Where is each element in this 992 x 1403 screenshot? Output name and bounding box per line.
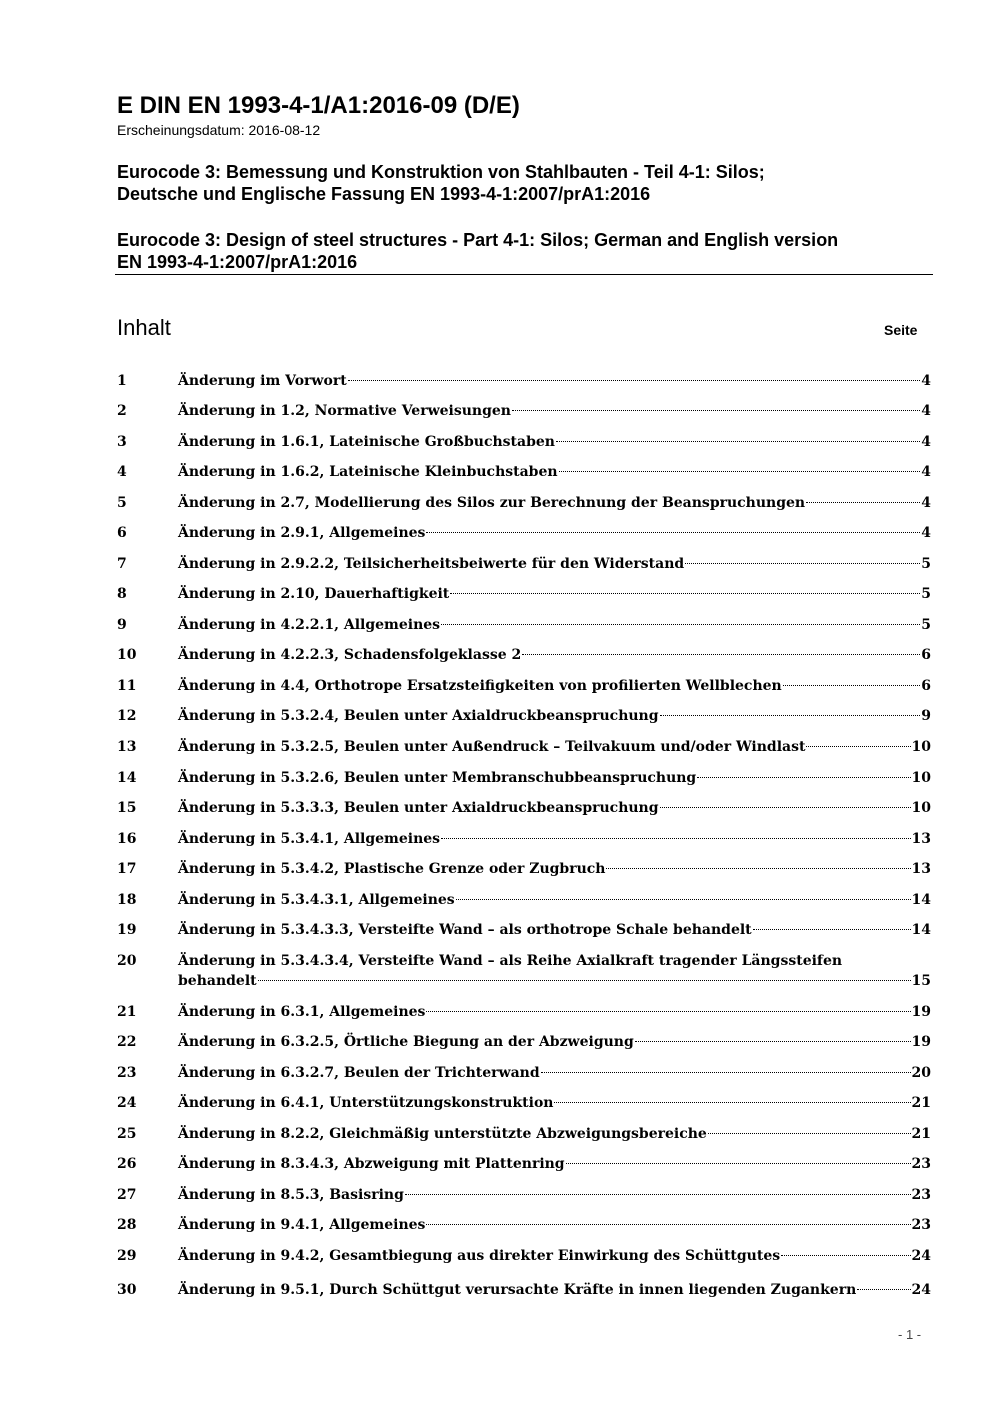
toc-entry-page: 4: [921, 434, 931, 450]
toc-entry[interactable]: [117, 950, 931, 992]
toc-entry[interactable]: [117, 736, 931, 758]
toc-entry-page: 10: [911, 770, 931, 786]
toc-entry-page: 15: [911, 973, 931, 989]
toc-entry-title: Änderung in 9.5.1, Durch Schüttgut verursachte Kräfte in innen liegenden Zugankern: [178, 1282, 857, 1298]
toc-entry-title: Änderung in 6.4.1, Unterstützungskonstruktion: [178, 1095, 554, 1111]
toc-entry[interactable]: [117, 1245, 931, 1267]
dot-leader: [426, 1224, 910, 1225]
dot-leader: [753, 929, 911, 930]
toc-entry-number: 2: [117, 403, 127, 419]
toc-entry-page: 5: [921, 556, 931, 572]
toc-entry-number: 30: [117, 1282, 137, 1298]
toc-entry-page: 13: [911, 831, 931, 847]
toc-entry-number: 17: [117, 861, 137, 877]
dot-leader: [441, 624, 920, 625]
toc-entry-page: 23: [911, 1156, 931, 1172]
toc-entry-page: 14: [911, 892, 931, 908]
toc-entry-page: 4: [921, 464, 931, 480]
toc-entry-number: 15: [117, 800, 137, 816]
toc-entry-number: 29: [117, 1248, 137, 1264]
toc-entry[interactable]: [117, 1001, 931, 1023]
toc-entry[interactable]: [117, 919, 931, 941]
dot-leader: [806, 502, 920, 503]
dot-leader: [781, 1255, 910, 1256]
toc-entry-number: 14: [117, 770, 137, 786]
title-english-line-2: EN 1993-4-1:2007/prA1:2016: [117, 252, 358, 272]
toc-entry-title: Änderung in 1.2, Normative Verweisungen: [178, 403, 511, 419]
toc-entry-title: Änderung in 5.3.2.6, Beulen unter Membranschubbeanspruchung: [178, 770, 697, 786]
toc-entry-title: Änderung in 2.7, Modellierung des Silos zur Berechnung der Beanspruchungen: [178, 495, 806, 511]
toc-entry-number: 16: [117, 831, 137, 847]
toc-entry[interactable]: [117, 705, 931, 727]
dot-leader: [635, 1041, 911, 1042]
toc-entry[interactable]: [117, 1153, 931, 1175]
toc-entry[interactable]: [117, 492, 931, 514]
toc-entry-page: 24: [911, 1282, 931, 1298]
toc-entry-number: 9: [117, 617, 127, 633]
dot-leader: [606, 868, 910, 869]
toc-entry-number: 19: [117, 922, 137, 938]
toc-entry-page: 14: [911, 922, 931, 938]
toc-entry-number: 23: [117, 1065, 137, 1081]
dot-leader: [522, 654, 920, 655]
toc-entry-title: Änderung in 6.3.2.7, Beulen der Trichterwand: [178, 1065, 540, 1081]
dot-leader: [556, 441, 920, 442]
toc-entry-title: Änderung in 1.6.2, Lateinische Kleinbuchstaben: [178, 464, 558, 480]
toc-entry-page: 20: [911, 1065, 931, 1081]
title-english-line-1: Eurocode 3: Design of steel structures - Part 4-1: Silos; German and English version: [117, 230, 839, 250]
toc-entry-title: Änderung in 4.4, Orthotrope Ersatzsteifigkeiten von profilierten Wellblechen: [178, 678, 782, 694]
toc-entry-title: Änderung in 8.5.3, Basisring: [178, 1187, 404, 1203]
toc-entry-page: 4: [921, 525, 931, 541]
toc-heading: Inhalt: [117, 315, 171, 340]
toc-entry-page: 21: [911, 1126, 931, 1142]
toc-entry[interactable]: [117, 797, 931, 819]
toc-entry[interactable]: [117, 522, 931, 544]
toc-entry-title: Änderung in 5.3.3.3, Beulen unter Axialdruckbeanspruchung: [178, 800, 659, 816]
dot-leader: [426, 532, 920, 533]
toc-entry-page: 5: [921, 617, 931, 633]
dot-leader: [405, 1194, 911, 1195]
toc-entry-title: Änderung in 4.2.2.1, Allgemeines: [178, 617, 441, 633]
title-english: [117, 229, 838, 273]
dot-leader: [426, 1011, 910, 1012]
toc-entry-page: 13: [911, 861, 931, 877]
toc-entry-page: 9: [921, 708, 931, 724]
toc-entry-number: 10: [117, 647, 137, 663]
toc-entry-title: Änderung in 5.3.2.4, Beulen unter Axialdruckbeanspruchung: [178, 708, 659, 724]
toc-entry[interactable]: [117, 614, 931, 636]
toc-entry-number: 12: [117, 708, 137, 724]
toc-entry-number: 7: [117, 556, 127, 572]
dot-leader: [708, 1133, 911, 1134]
toc-entry-title-line-1: Änderung in 5.3.4.3.4, Versteifte Wand – als Reihe Axialkraft tragender Längssteifen: [178, 953, 843, 969]
toc-entry-number: 11: [117, 678, 137, 694]
publication-date: Erscheinungsdatum: 2016-08-12: [117, 122, 321, 138]
toc-entry-number: 3: [117, 434, 127, 450]
toc-entry-page: 6: [921, 678, 931, 694]
dot-leader: [566, 1163, 911, 1164]
toc-entry-page: 6: [921, 647, 931, 663]
toc-entry-title: Änderung in 1.6.1, Lateinische Großbuchstaben: [178, 434, 555, 450]
dot-leader: [456, 899, 911, 900]
dot-leader: [783, 685, 921, 686]
title-german-line-1: Eurocode 3: Bemessung und Konstruktion von Stahlbauten - Teil 4-1: Silos;: [117, 162, 765, 182]
toc-entry-number: 27: [117, 1187, 137, 1203]
title-german-line-2: Deutsche und Englische Fassung EN 1993-4-1:2007/prA1:2016: [117, 184, 651, 204]
toc-entry[interactable]: [117, 675, 931, 697]
toc-entry-title: Änderung in 5.3.2.5, Beulen unter Außendruck – Teilvakuum und/oder Windlast: [178, 739, 806, 755]
toc-entry[interactable]: [117, 1214, 931, 1236]
dot-leader: [258, 980, 911, 981]
toc-entry-number: 6: [117, 525, 127, 541]
dot-leader: [541, 1072, 911, 1073]
toc-entry-title: Änderung im Vorwort: [178, 373, 347, 389]
toc-entry-page: 4: [921, 403, 931, 419]
toc-entry-number: 25: [117, 1126, 137, 1142]
toc-entry[interactable]: [117, 583, 931, 605]
toc-entry[interactable]: [117, 767, 931, 789]
title-german: [117, 161, 765, 205]
dot-leader: [441, 838, 910, 839]
toc-entry-page: 10: [911, 739, 931, 755]
toc-entry[interactable]: [117, 1279, 931, 1301]
dot-leader: [857, 1289, 910, 1290]
dot-leader: [660, 807, 911, 808]
toc-page-column-label: Seite: [884, 322, 918, 338]
header-divider: [115, 274, 933, 275]
toc-entry-page: 4: [921, 373, 931, 389]
toc-entry-number: 13: [117, 739, 137, 755]
toc-entry-number: 21: [117, 1004, 137, 1020]
toc-entry[interactable]: [117, 644, 931, 666]
toc-entry-title: Änderung in 9.4.2, Gesamtbiegung aus direkter Einwirkung des Schüttgutes: [178, 1248, 781, 1264]
toc-entry-page: 4: [921, 495, 931, 511]
dot-leader: [450, 593, 920, 594]
toc-entry-number: 18: [117, 892, 137, 908]
toc-entry-number: 26: [117, 1156, 137, 1172]
toc-entry-page: 19: [911, 1004, 931, 1020]
toc-entry-title: Änderung in 2.10, Dauerhaftigkeit: [178, 586, 450, 602]
dot-leader: [554, 1102, 910, 1103]
toc-entry-title: Änderung in 6.3.2.5, Örtliche Biegung an der Abzweigung: [178, 1034, 634, 1050]
toc-entry[interactable]: [117, 889, 931, 911]
toc-entry-number: 4: [117, 464, 127, 480]
toc-entry-number: 24: [117, 1095, 137, 1111]
toc-entry-title: Änderung in 6.3.1, Allgemeines: [178, 1004, 426, 1020]
toc-entry-number: 20: [117, 953, 137, 969]
toc-entry-title: Änderung in 8.2.2, Gleichmäßig unterstützte Abzweigungsbereiche: [178, 1126, 707, 1142]
toc-entry-page: 23: [911, 1187, 931, 1203]
toc-entry[interactable]: [117, 461, 931, 483]
toc-entry-title: Änderung in 5.3.4.3.3, Versteifte Wand – als orthotrope Schale behandelt: [178, 922, 752, 938]
toc-entry-page: 5: [921, 586, 931, 602]
toc-entry-number: 8: [117, 586, 127, 602]
toc-entry[interactable]: [117, 1062, 931, 1084]
toc-entry-title: Änderung in 2.9.2.2, Teilsicherheitsbeiwerte für den Widerstand: [178, 556, 685, 572]
toc-entry-number: 28: [117, 1217, 137, 1233]
dot-leader: [559, 471, 921, 472]
dot-leader: [348, 380, 921, 381]
toc-entry[interactable]: [117, 1092, 931, 1114]
toc-entry[interactable]: [117, 1184, 931, 1206]
dot-leader: [806, 746, 910, 747]
toc-entry-title-line-2: behandelt: [178, 973, 257, 989]
dot-leader: [697, 777, 910, 778]
toc-entry-page: 23: [911, 1217, 931, 1233]
toc-entry-page: 10: [911, 800, 931, 816]
toc-entry[interactable]: [117, 370, 931, 392]
document-id: E DIN EN 1993-4-1/A1:2016-09 (D/E): [117, 92, 520, 119]
toc-entry[interactable]: [117, 828, 931, 850]
toc-entry-page: 24: [911, 1248, 931, 1264]
toc-entry-title: Änderung in 5.3.4.1, Allgemeines: [178, 831, 441, 847]
toc-entry-title: Änderung in 5.3.4.2, Plastische Grenze oder Zugbruch: [178, 861, 606, 877]
toc-entry-title: Änderung in 5.3.4.3.1, Allgemeines: [178, 892, 455, 908]
toc-entry-title: Änderung in 2.9.1, Allgemeines: [178, 525, 426, 541]
toc-entry-page: 19: [911, 1034, 931, 1050]
toc-entry[interactable]: [117, 858, 931, 880]
toc-entry-title: Änderung in 8.3.4.3, Abzweigung mit Plattenring: [178, 1156, 565, 1172]
toc-entry-title: Änderung in 4.2.2.3, Schadensfolgeklasse 2: [178, 647, 522, 663]
dot-leader: [512, 410, 920, 411]
toc-entry[interactable]: [117, 1031, 931, 1053]
toc-entry-number: 22: [117, 1034, 137, 1050]
toc-entry[interactable]: [117, 431, 931, 453]
page-number: - 1 -: [898, 1327, 922, 1342]
toc-entry-page: 21: [911, 1095, 931, 1111]
toc-entry-title: Änderung in 9.4.1, Allgemeines: [178, 1217, 426, 1233]
toc-entry[interactable]: [117, 553, 931, 575]
dot-leader: [685, 563, 920, 564]
toc-entry-number: 5: [117, 495, 127, 511]
toc-entry[interactable]: [117, 400, 931, 422]
dot-leader: [660, 715, 921, 716]
toc-entry-number: 1: [117, 373, 127, 389]
toc-entry[interactable]: [117, 1123, 931, 1145]
